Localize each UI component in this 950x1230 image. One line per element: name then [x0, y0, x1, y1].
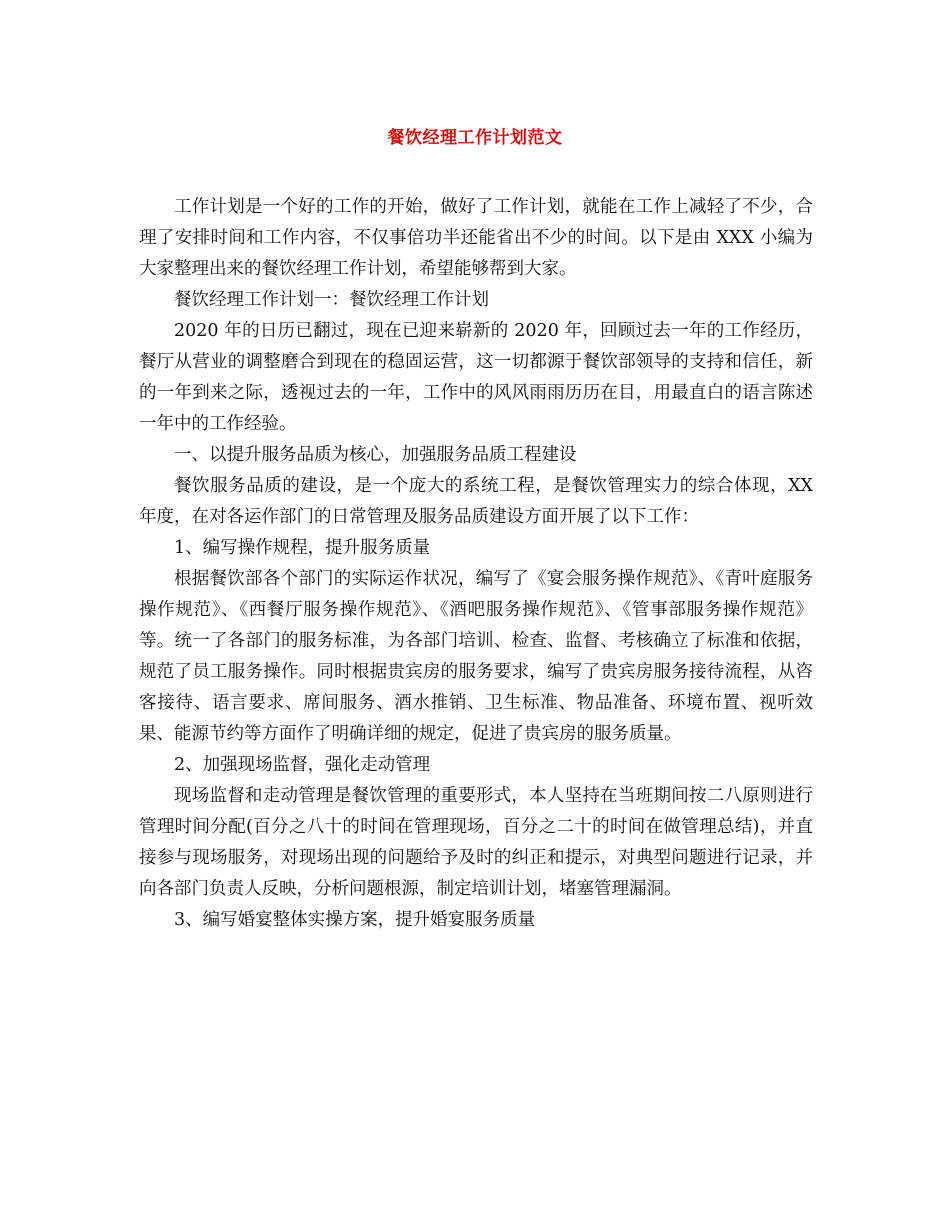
document-title: 餐饮经理工作计划范文 — [387, 128, 563, 148]
section-heading: 一、以提升服务品质为核心，加强服务品质工程建设 — [174, 445, 577, 465]
section-heading: 3、编写婚宴整体实操方案，提升婚宴服务质量 — [174, 910, 536, 930]
paragraph: 工作计划是一个好的工作的开始，做好了工作计划，就能在工作上减轻了不少，合理了安排时间和工作内容，不仅事倍功半还能省出不少的时间。以下是由 XXX 小编为大家整理出来的餐饮经理工作计划，希望能够帮到大家。 — [139, 197, 813, 279]
paragraph: 2020 年的日历已翻过，现在已迎来崭新的 2020 年，回顾过去一年的工作经历，餐厅从营业的调整磨合到现在的稳固运营，这一切都源于餐饮部领导的支持和信任，新的一年到来之际，透视过去的一年，工作中的风风雨雨历历在目，用最直白的语言陈述一年中的工作经验。 — [139, 321, 813, 434]
paragraph: 现场监督和走动管理是餐饮管理的重要形式，本人坚持在当班期间按二八原则进行管理时间分配(百分之八十的时间在管理现场，百分之二十的时间在做管理总结)，并直接参与现场服务，对现场出现的问题给予及时的纠正和提示，对典型问题进行记录，并向各部门负责人反映，分析问题根源，制定培训计划，堵塞管理漏洞。 — [139, 786, 813, 899]
paragraph: 餐饮服务品质的建设，是一个庞大的系统工程，是餐饮管理实力的综合体现，XX 年度，在对各运作部门的日常管理及服务品质建设方面开展了以下工作： — [139, 476, 813, 527]
document-body — [139, 192, 813, 936]
paragraph: 根据餐饮部各个部门的实际运作状况，编写了《宴会服务操作规范》、《青叶庭服务操作规范》、《西餐厅服务操作规范》、《酒吧服务操作规范》、《管事部服务操作规范》等。统一了各部门的服务标准，为各部门培训、检查、监督、考核确立了标准和依据，规范了员工服务操作。同时根据贵宾房的服务要求，编写了贵宾房服务接待流程，从咨客接待、语言要求、席间服务、酒水推销、卫生标准、物品准备、环境布置、视听效果、能源节约等方面作了明确详细的规定，促进了贵宾房的服务质量。 — [139, 569, 813, 744]
section-heading: 1、编写操作规程，提升服务质量 — [174, 538, 431, 558]
section-heading: 2、加强现场监督，强化走动管理 — [174, 755, 431, 775]
section-heading: 餐饮经理工作计划一：餐饮经理工作计划 — [174, 290, 489, 310]
